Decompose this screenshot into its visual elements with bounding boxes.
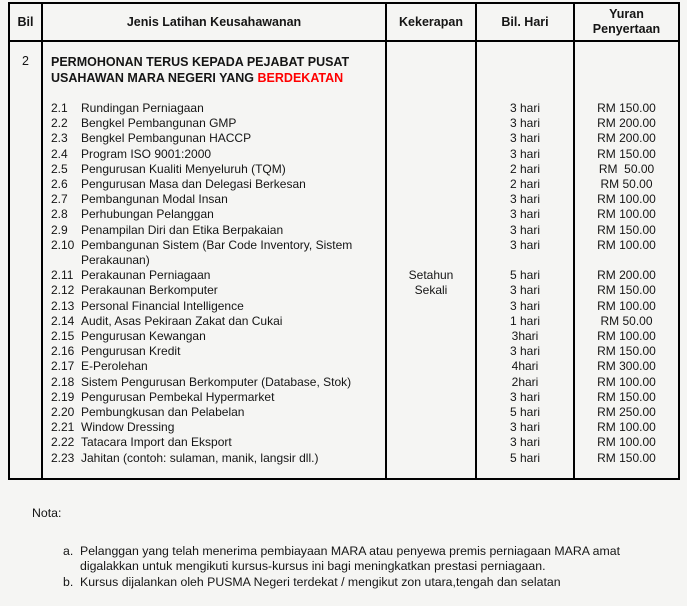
course-item-row	[10, 299, 678, 314]
bil-cell	[10, 223, 43, 238]
frequency-cell	[387, 359, 477, 374]
course-cell	[43, 101, 387, 116]
course-number: 2.15	[51, 329, 75, 344]
frequency-cell	[387, 451, 477, 466]
bil-cell	[10, 238, 43, 268]
days-cell: 3 hari	[477, 420, 575, 435]
fee-cell: RM 100.00	[597, 374, 656, 389]
header-yuran: Yuran Penyertaan	[592, 7, 661, 36]
frequency-cell	[387, 207, 477, 222]
fee-cell: RM 100.00	[597, 435, 656, 450]
course-label: Program ISO 9001:2000	[81, 146, 212, 161]
course-item-row	[10, 375, 678, 390]
days-cell: 5 hari	[477, 405, 575, 420]
course-number: 2.12	[51, 283, 75, 298]
frequency-cell	[387, 101, 477, 116]
course-cell	[43, 299, 387, 314]
days-cell: 3hari	[477, 329, 575, 344]
course-number: 2.21	[51, 420, 75, 435]
course-cell	[43, 420, 387, 435]
course-cell	[43, 329, 387, 344]
frequency-cell	[387, 147, 477, 162]
course-cell	[43, 314, 387, 329]
bil-cell	[10, 162, 43, 177]
frequency-cell	[387, 238, 477, 268]
days-cell: 3 hari	[477, 192, 575, 207]
course-label: Pengurusan Masa dan Delegasi Berkesan	[81, 177, 306, 192]
course-label: Audit, Asas Pekiraan Zakat dan Cukai	[81, 313, 283, 328]
course-label: Personal Financial Intelligence	[81, 298, 244, 313]
fee-cell: RM 150.00	[597, 450, 656, 465]
days-cell: 3 hari	[477, 299, 575, 314]
course-item-row	[10, 283, 678, 298]
fee-cell: RM 50.00	[598, 161, 655, 176]
course-number: 2.1	[51, 101, 68, 115]
course-item-row	[10, 329, 678, 344]
days-cell: 3 hari	[477, 344, 575, 359]
course-item-row	[10, 314, 678, 329]
course-cell	[43, 223, 387, 238]
course-number: 2.11	[51, 268, 74, 283]
course-item-row	[10, 101, 678, 116]
fee-cell: RM 100.00	[597, 298, 656, 313]
frequency-cell: Sekali	[387, 283, 477, 298]
section-title-highlight: BERDEKATAN	[257, 71, 344, 85]
days-cell: 5 hari	[477, 451, 575, 466]
bil-cell	[10, 375, 43, 390]
bil-cell	[10, 299, 43, 314]
frequency-cell	[387, 375, 477, 390]
course-item-row	[10, 131, 678, 146]
frequency-cell	[387, 192, 477, 207]
frequency-cell	[387, 299, 477, 314]
notes-title: Nota:	[32, 506, 62, 520]
days-cell: 3 hari	[477, 223, 575, 238]
days-cell: 1 hari	[477, 314, 575, 329]
section-title-row	[10, 42, 678, 86]
bil-cell	[10, 405, 43, 420]
course-number: 2.16	[51, 344, 75, 359]
course-number: 2.20	[51, 405, 75, 420]
course-number: 2.8	[51, 207, 68, 222]
frequency-cell	[387, 390, 477, 405]
course-label: Perakaunan Perniagaan	[81, 268, 211, 283]
fee-cell: RM 200.00	[597, 116, 656, 131]
fee-cell: RM 100.00	[597, 420, 656, 435]
bil-cell	[10, 329, 43, 344]
course-cell	[43, 131, 387, 146]
notes-section	[32, 506, 636, 590]
fee-cell: RM 150.00	[597, 389, 656, 404]
course-cell	[43, 116, 387, 131]
course-label: Tatacara Import dan Eksport	[81, 435, 232, 450]
empty-cell	[477, 42, 575, 86]
frequency-cell	[387, 344, 477, 359]
course-cell	[43, 390, 387, 405]
course-item-row	[10, 435, 678, 450]
fee-cell: RM 100.00	[597, 207, 656, 222]
empty-cell	[575, 42, 678, 86]
course-label: Perhubungan Pelanggan	[81, 207, 214, 222]
course-item-row	[10, 116, 678, 131]
course-label: E-Perolehan	[81, 359, 148, 374]
course-item-list	[10, 101, 678, 466]
course-number: 2.3	[51, 131, 68, 146]
course-table	[8, 2, 680, 480]
course-number: 2.23	[51, 450, 75, 465]
days-cell: 3 hari	[477, 207, 575, 222]
course-item-row	[10, 177, 678, 192]
course-number: 2.19	[51, 389, 75, 404]
bil-cell	[10, 131, 43, 146]
bil-cell	[10, 147, 43, 162]
course-cell	[43, 375, 387, 390]
row-number: 2	[10, 42, 43, 86]
bil-cell	[10, 390, 43, 405]
fee-cell: RM 200.00	[597, 268, 656, 283]
frequency-cell	[387, 162, 477, 177]
course-number: 2.2	[51, 116, 68, 131]
course-label: Pembangunan Sistem (Bar Code Inventory, Sistem Perakaunan)	[81, 237, 353, 268]
frequency-cell	[387, 223, 477, 238]
course-item-row	[10, 192, 678, 207]
course-number: 2.13	[51, 298, 75, 313]
course-cell	[43, 192, 387, 207]
course-item-row	[10, 207, 678, 222]
notes-list	[63, 544, 636, 590]
course-number: 2.5	[51, 161, 68, 176]
course-item-row	[10, 268, 678, 283]
section-title-cell	[43, 42, 387, 86]
frequency-cell	[387, 405, 477, 420]
days-cell: 3 hari	[477, 283, 575, 298]
bil-cell	[10, 359, 43, 374]
frequency-cell: Setahun	[387, 268, 477, 283]
course-label: Jahitan (contoh: sulaman, manik, langsir dll.)	[81, 450, 319, 465]
days-cell: 3 hari	[477, 147, 575, 162]
table-header-row	[10, 4, 678, 42]
header-bil-hari: Bil. Hari	[477, 4, 575, 40]
bil-cell	[10, 116, 43, 131]
course-item-row	[10, 344, 678, 359]
fee-cell: RM 50.00	[600, 313, 653, 328]
header-jenis: Jenis Latihan Keusahawanan	[43, 4, 387, 40]
bottom-pad-row	[10, 466, 678, 478]
course-number: 2.7	[51, 192, 68, 207]
course-number: 2.18	[51, 374, 75, 389]
course-item-row	[10, 405, 678, 420]
course-number: 2.10	[51, 237, 75, 252]
frequency-cell	[387, 116, 477, 131]
course-label: Pembangunan Modal Insan	[81, 192, 228, 207]
frequency-cell	[387, 314, 477, 329]
days-cell: 4hari	[477, 359, 575, 374]
bil-cell	[10, 420, 43, 435]
fee-cell: RM 100.00	[597, 192, 656, 207]
fee-cell: RM 300.00	[597, 359, 656, 374]
course-number: 2.6	[51, 177, 68, 192]
days-cell: 3 hari	[477, 131, 575, 146]
days-cell: 2 hari	[477, 177, 575, 192]
bil-cell	[10, 314, 43, 329]
course-item-row	[10, 390, 678, 405]
fee-cell: RM 150.00	[597, 146, 656, 161]
course-cell	[43, 283, 387, 298]
course-cell	[43, 207, 387, 222]
fee-cell: RM 150.00	[597, 101, 656, 115]
course-label: Rundingan Perniagaan	[81, 101, 204, 115]
frequency-cell	[387, 177, 477, 192]
note-text: Pelanggan yang telah menerima pembiayaan MARA atau penyewa premis perniagaan MARA amat digalakkan untuk mengikuti kursus-kursus ini bagi meningkatkan prestasi perniagaan.	[80, 544, 621, 574]
course-cell	[43, 344, 387, 359]
note-marker: a.	[63, 544, 74, 558]
course-cell	[43, 268, 387, 283]
bil-cell	[10, 344, 43, 359]
bil-cell	[10, 283, 43, 298]
days-cell: 3 hari	[477, 390, 575, 405]
table-body	[10, 42, 678, 478]
course-label: Pengurusan Kualiti Menyeluruh (TQM)	[81, 161, 286, 176]
course-number: 2.14	[51, 313, 75, 328]
course-item-row	[10, 147, 678, 162]
bil-cell	[10, 268, 43, 283]
fee-cell: RM 50.00	[600, 177, 653, 192]
fee-cell: RM 200.00	[597, 131, 656, 146]
course-item-row	[10, 162, 678, 177]
course-item-row	[10, 420, 678, 435]
section-title-text: PERMOHONAN TERUS KEPADA PEJABAT PUSAT USAHAWAN MARA NEGERI YANG	[51, 55, 350, 85]
course-cell	[43, 435, 387, 450]
course-label: Pembungkusan dan Pelabelan	[81, 405, 245, 420]
empty-cell	[387, 42, 477, 86]
days-cell: 3 hari	[477, 101, 575, 116]
days-cell: 3 hari	[477, 238, 575, 268]
course-label: Window Dressing	[81, 420, 175, 435]
bil-cell	[10, 207, 43, 222]
fee-cell: RM 100.00	[597, 329, 656, 344]
spacer-row	[10, 86, 678, 101]
days-cell: 2 hari	[477, 162, 575, 177]
bil-cell	[10, 192, 43, 207]
days-cell: 3 hari	[477, 116, 575, 131]
course-number: 2.17	[51, 359, 75, 374]
note-marker: b.	[63, 574, 74, 589]
course-label: Sistem Pengurusan Berkomputer (Database, Stok)	[81, 374, 352, 389]
bil-cell	[10, 435, 43, 450]
note-text: Kursus dijalankan oleh PUSMA Negeri terdekat / mengikut zon utara,tengah dan selatan	[80, 574, 561, 589]
course-cell	[43, 177, 387, 192]
note-item	[63, 575, 636, 590]
bil-cell	[10, 101, 43, 116]
course-cell	[43, 162, 387, 177]
fee-cell: RM 150.00	[597, 222, 656, 237]
course-cell	[43, 405, 387, 420]
bil-cell	[10, 451, 43, 466]
course-label: Pengurusan Kredit	[81, 344, 181, 359]
course-label: Perakaunan Berkomputer	[81, 283, 218, 298]
days-cell: 3 hari	[477, 435, 575, 450]
course-item-row	[10, 223, 678, 238]
course-number: 2.22	[51, 435, 75, 450]
frequency-cell	[387, 435, 477, 450]
fee-cell: RM 100.00	[597, 237, 656, 252]
frequency-cell	[387, 131, 477, 146]
fee-cell: RM 150.00	[597, 283, 656, 298]
fee-cell: RM 150.00	[597, 344, 656, 359]
fee-cell: RM 250.00	[597, 405, 656, 420]
course-label: Pengurusan Pembekal Hypermarket	[81, 389, 275, 404]
course-cell	[43, 359, 387, 374]
course-cell	[43, 147, 387, 162]
course-number: 2.9	[51, 222, 68, 237]
section-title	[43, 54, 363, 86]
course-label: Bengkel Pembangunan GMP	[81, 116, 237, 131]
course-cell	[43, 451, 387, 466]
days-cell: 2hari	[477, 375, 575, 390]
header-kekerapan: Kekerapan	[387, 4, 477, 40]
header-bil: Bil	[10, 4, 43, 40]
course-item-row	[10, 359, 678, 374]
course-item-row	[10, 238, 678, 268]
days-cell: 5 hari	[477, 268, 575, 283]
frequency-cell	[387, 329, 477, 344]
frequency-cell	[387, 420, 477, 435]
course-number: 2.4	[51, 146, 68, 161]
course-label: Penampilan Diri dan Etika Berpakaian	[81, 222, 284, 237]
bil-cell	[10, 177, 43, 192]
course-label: Pengurusan Kewangan	[81, 329, 206, 344]
course-cell	[43, 238, 387, 268]
note-item	[63, 544, 636, 575]
course-label: Bengkel Pembangunan HACCP	[81, 131, 252, 146]
course-item-row	[10, 451, 678, 466]
